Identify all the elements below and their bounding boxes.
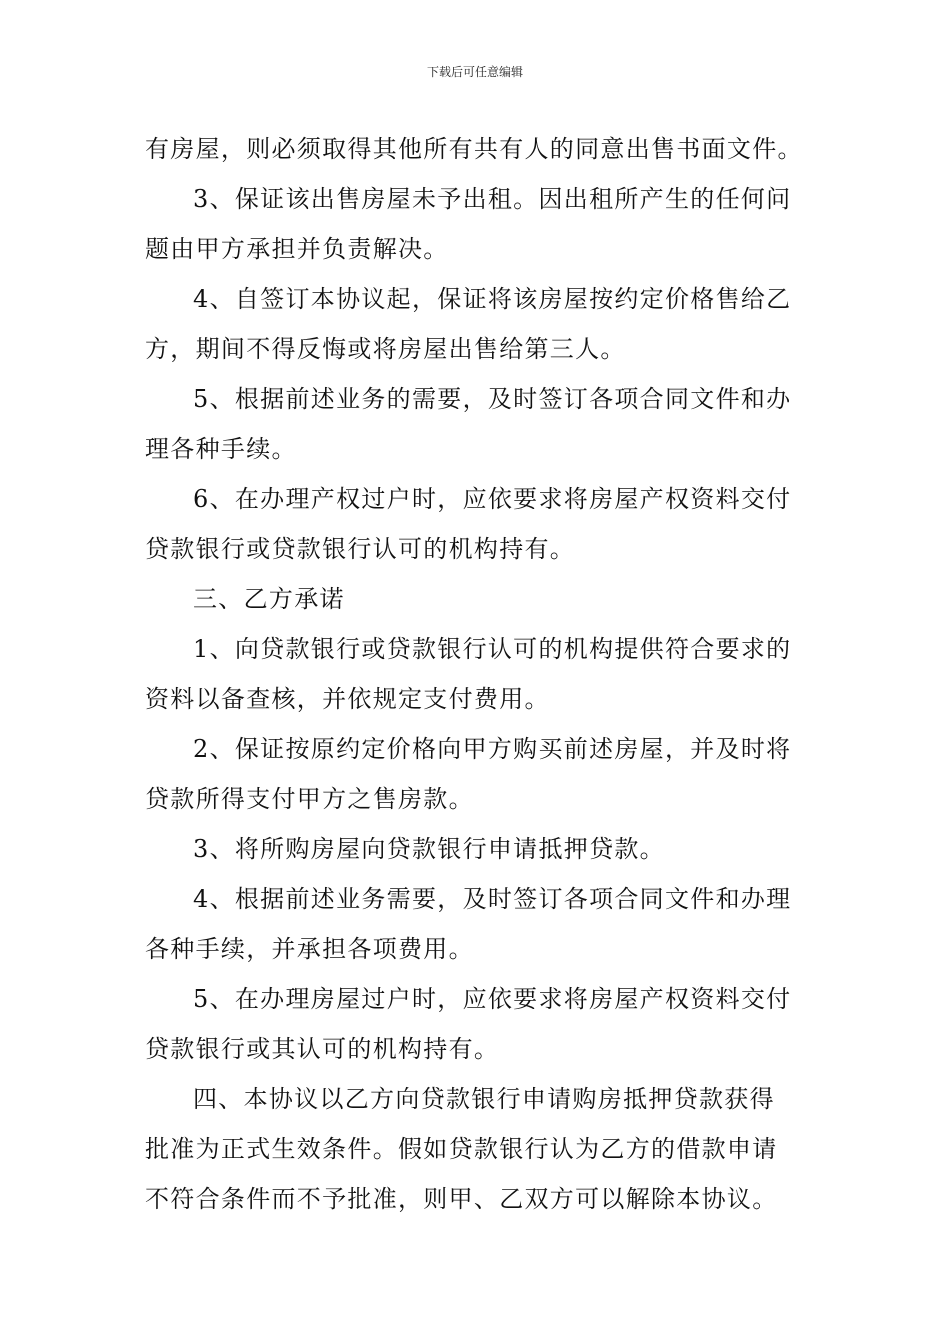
clause-4-line: 4、自签订本协议起，保证将该房屋按约定价格售给乙: [193, 285, 792, 313]
clause-6-line: 6、在办理产权过户时，应依要求将房屋产权资料交付: [193, 485, 792, 513]
clause-5-line: 5、根据前述业务的需要，及时签订各项合同文件和办: [193, 385, 792, 413]
text-line: 题由甲方承担并负责解决。: [145, 235, 449, 263]
text-line: 不符合条件而不予批准，则甲、乙双方可以解除本协议。: [145, 1185, 778, 1213]
clause-5-line: 5、在办理房屋过户时，应依要求将房屋产权资料交付: [193, 985, 792, 1013]
text-line: 批准为正式生效条件。假如贷款银行认为乙方的借款申请: [145, 1135, 778, 1163]
text-line: 贷款所得支付甲方之售房款。: [145, 785, 474, 813]
text-line: 贷款银行或贷款银行认可的机构持有。: [145, 535, 576, 563]
text-line: 贷款银行或其认可的机构持有。: [145, 1035, 500, 1063]
clause-1-line: 1、向贷款银行或贷款银行认可的机构提供符合要求的: [193, 635, 792, 663]
text-line: 各种手续，并承担各项费用。: [145, 935, 474, 963]
clause-3-line: 3、将所购房屋向贷款银行申请抵押贷款。: [193, 835, 665, 863]
text-line: 有房屋，则必须取得其他所有共有人的同意出售书面文件。: [145, 135, 803, 163]
clause-2-line: 2、保证按原约定价格向甲方购买前述房屋，并及时将: [193, 735, 792, 763]
text-line: 方，期间不得反悔或将房屋出售给第三人。: [145, 335, 626, 363]
document-body: [145, 124, 810, 1224]
page-header: 下载后可任意编辑: [426, 65, 523, 79]
text-line: 理各种手续。: [145, 435, 297, 463]
clause-4-line: 4、根据前述业务需要，及时签订各项合同文件和办理: [193, 885, 792, 913]
section-4-line: 四、本协议以乙方向贷款银行申请购房抵押贷款获得: [193, 1085, 775, 1113]
text-line: 资料以备查核，并依规定支付费用。: [145, 685, 550, 713]
section-heading: 三、乙方承诺: [193, 585, 345, 613]
clause-3-line: 3、保证该出售房屋未予出租。因出租所产生的任何问: [193, 185, 792, 213]
